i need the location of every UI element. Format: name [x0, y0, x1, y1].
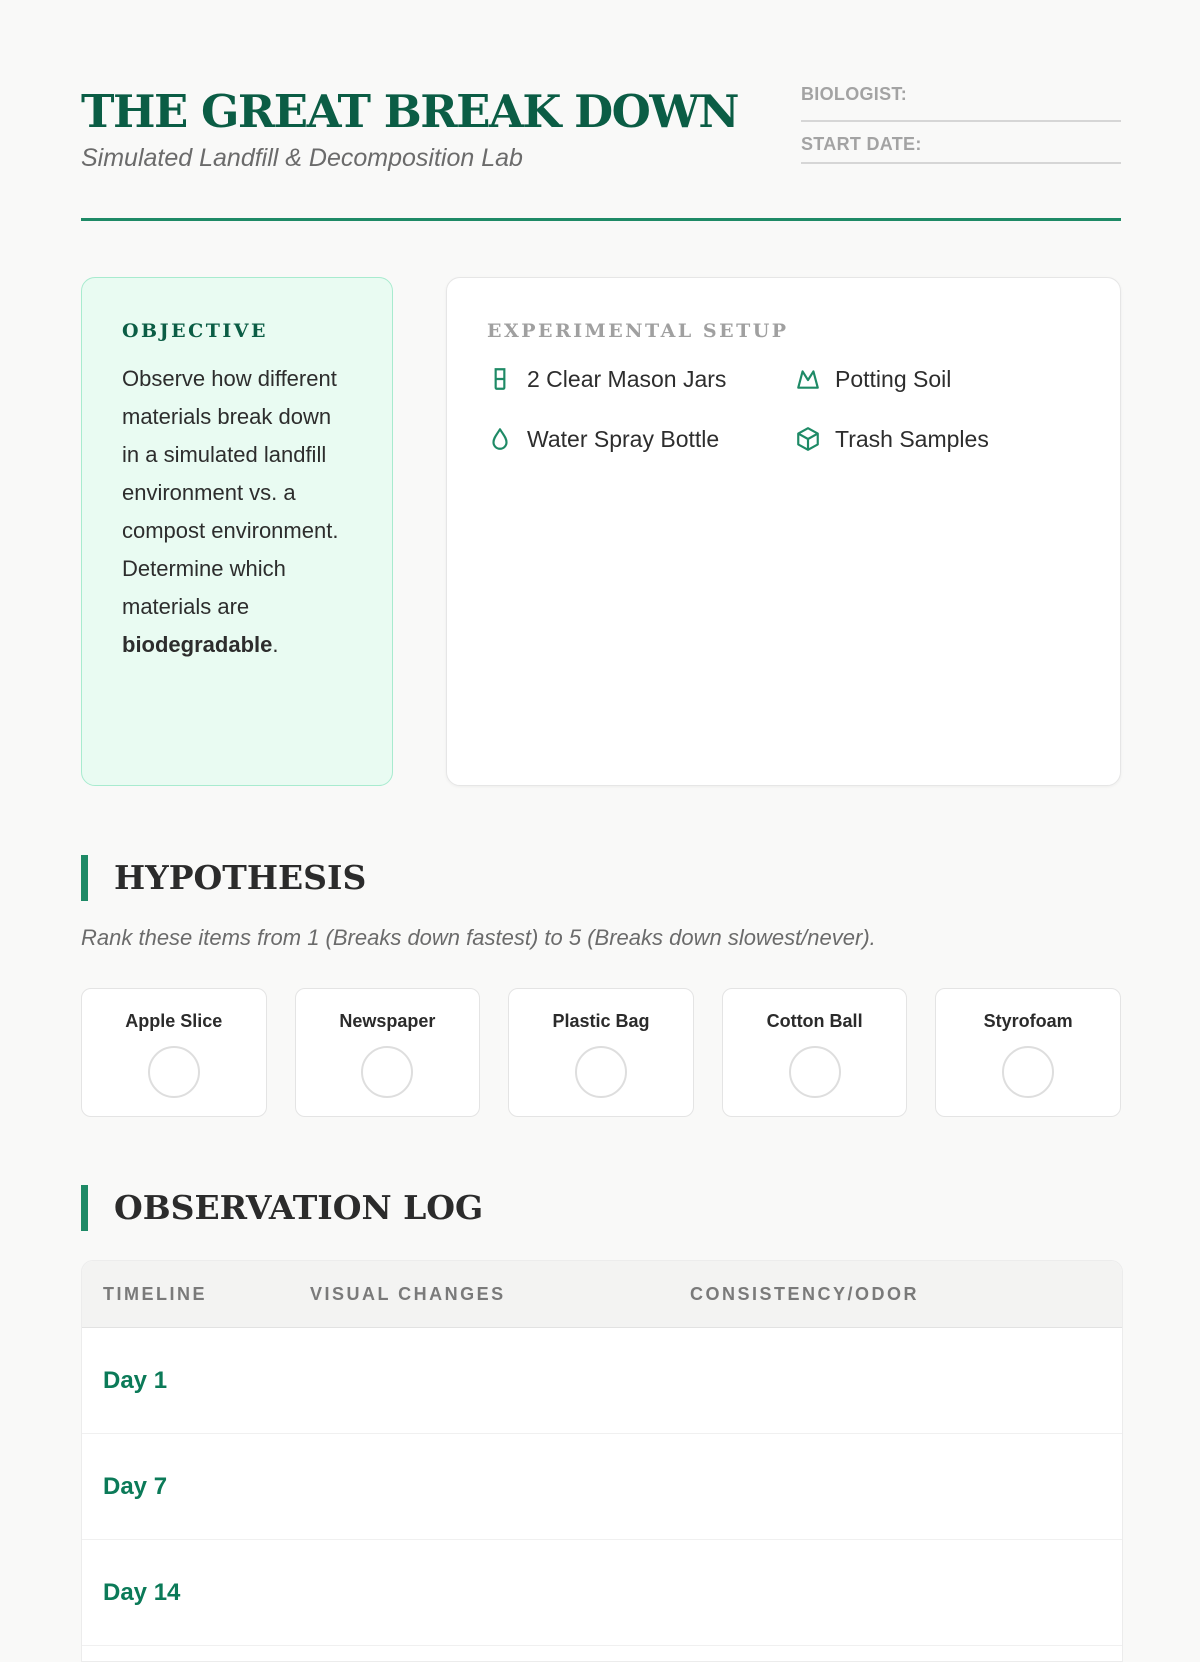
rank-input[interactable]	[1002, 1046, 1054, 1098]
rank-card-apple-slice	[81, 988, 267, 1117]
column-header-visual-changes: VISUAL CHANGES	[310, 1283, 506, 1304]
observation-heading: OBSERVATION LOG	[81, 1185, 483, 1231]
setup-item-label: 2 Clear Mason Jars	[527, 365, 727, 392]
objective-text	[122, 360, 352, 664]
observation-table	[81, 1260, 1123, 1662]
rank-card-styrofoam	[935, 988, 1121, 1117]
rank-label: Cotton Ball	[766, 1011, 863, 1031]
rank-label: Newspaper	[339, 1011, 436, 1031]
objective-card	[81, 277, 393, 786]
setup-item-label: Potting Soil	[835, 365, 952, 392]
water-drop-icon	[487, 426, 513, 452]
page-subtitle: Simulated Landfill & Decomposition Lab	[81, 144, 523, 172]
header-divider	[81, 218, 1121, 221]
setup-item-spray-bottle	[487, 420, 795, 458]
setup-list	[487, 360, 1080, 458]
jar-icon	[487, 366, 513, 392]
objective-heading: OBJECTIVE	[122, 320, 268, 342]
rank-row	[81, 988, 1121, 1117]
hypothesis-heading: HYPOTHESIS	[81, 855, 366, 901]
biologist-field[interactable]: BIOLOGIST:	[801, 82, 1121, 122]
rank-input[interactable]	[575, 1046, 627, 1098]
row-day-label: Day 7	[103, 1472, 168, 1500]
page-title: THE GREAT BREAK DOWN	[81, 85, 739, 138]
table-row[interactable]	[82, 1540, 1122, 1646]
setup-item-label: Trash Samples	[835, 425, 989, 452]
meta-fields	[801, 82, 1121, 164]
column-header-timeline: TIMELINE	[103, 1283, 207, 1304]
rank-label: Apple Slice	[125, 1011, 223, 1031]
rank-input[interactable]	[361, 1046, 413, 1098]
rank-card-newspaper	[295, 988, 481, 1117]
row-day-label: Day 1	[103, 1366, 168, 1394]
table-row[interactable]	[82, 1434, 1122, 1540]
rank-card-cotton-ball	[722, 988, 908, 1117]
setup-item-trash-samples	[795, 420, 1095, 458]
objective-keyword: biodegradable	[122, 632, 273, 657]
setup-heading: EXPERIMENTAL SETUP	[487, 320, 789, 342]
objective-text-body: Observe how different materials break down in a simulated landfill environment vs. a compost environment. Determine which materials are	[122, 366, 339, 619]
rank-label: Styrofoam	[983, 1011, 1073, 1031]
column-header-consistency: CONSISTENCY/ODOR	[690, 1283, 920, 1304]
rank-card-plastic-bag	[508, 988, 694, 1117]
objective-text-end: .	[272, 632, 279, 657]
setup-card	[446, 277, 1121, 786]
rank-input[interactable]	[789, 1046, 841, 1098]
setup-item-label: Water Spray Bottle	[527, 425, 720, 452]
box-icon	[795, 426, 821, 452]
setup-item-soil	[795, 360, 1095, 398]
rank-input[interactable]	[148, 1046, 200, 1098]
header	[81, 82, 1121, 222]
hypothesis-instruction: Rank these items from 1 (Breaks down fastest) to 5 (Breaks down slowest/never).	[81, 925, 876, 950]
soil-icon	[795, 366, 821, 392]
table-header	[82, 1261, 1122, 1328]
rank-label: Plastic Bag	[552, 1011, 650, 1031]
table-row[interactable]	[82, 1328, 1122, 1434]
row-day-label: Day 14	[103, 1578, 181, 1606]
setup-item-jars	[487, 360, 795, 398]
start-date-field[interactable]: START DATE:	[801, 124, 1121, 164]
